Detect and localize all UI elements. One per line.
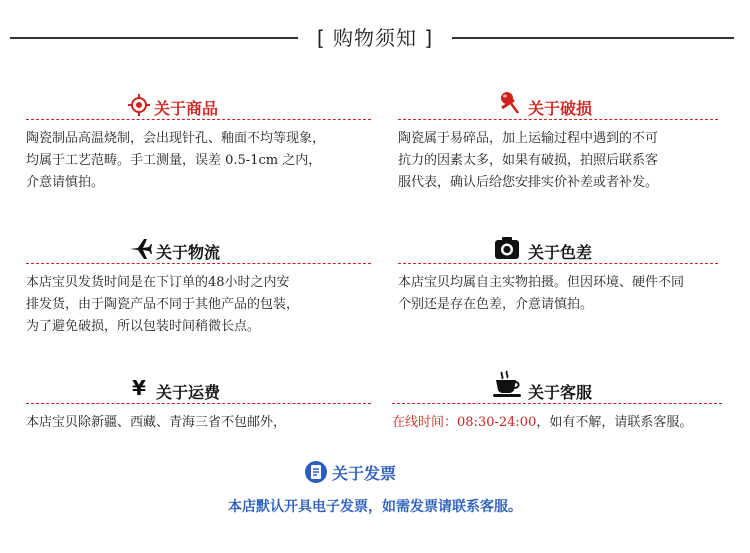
section-logistics-divider (26, 263, 371, 264)
service-contact-note: ，如有不解，请联系客服。 (536, 415, 693, 430)
section-damage-line: 陶瓷属于易碎品，加上运输过程中遇到的不可 (398, 131, 659, 146)
section-damage-divider (398, 119, 718, 120)
section-shipping-body (26, 412, 371, 434)
section-product-header (26, 92, 371, 122)
section-invoice-heading: 关于发票 (332, 464, 397, 483)
section-service-body (392, 412, 722, 434)
section-product-line: 均属于工艺范畴。手工测量，误差 0.5-1cm 之内， (26, 153, 322, 168)
online-time-hours: 08:30-24:00 (457, 415, 537, 430)
target-icon (128, 94, 150, 116)
section-product-divider (26, 119, 371, 120)
title-divider-right (452, 37, 734, 39)
section-color-line: 个别还是存在色差，介意请慎拍。 (398, 297, 594, 312)
yen-icon: ¥ (132, 376, 146, 400)
section-damage-heading: 关于破损 (528, 99, 593, 118)
page-title: [ 购物须知 ] (316, 26, 434, 50)
section-product-line: 介意请慎拍。 (26, 175, 105, 190)
section-logistics-line: 为了避免破损，所以包装时间稍微长点。 (26, 319, 261, 334)
section-product-heading: 关于商品 (154, 99, 219, 118)
section-color-line: 本店宝贝均属自主实物拍摄。但因环境、硬件不同 (398, 275, 685, 290)
section-damage-body (398, 128, 718, 194)
title-divider-left (10, 37, 298, 39)
pushpin-icon (498, 90, 522, 116)
section-service-header (392, 376, 722, 406)
section-color-heading: 关于色差 (528, 243, 593, 262)
section-shipping-divider (26, 403, 371, 404)
section-shipping-heading: 关于运费 (156, 383, 221, 402)
section-logistics (26, 236, 371, 346)
section-service-line (392, 412, 722, 434)
section-color-divider (398, 263, 718, 264)
section-color-body (398, 272, 718, 316)
section-logistics-header (26, 236, 371, 266)
section-product-line: 陶瓷制品高温烧制，会出现针孔、釉面不均等现象， (26, 131, 326, 146)
section-logistics-line: 本店宝贝发货时间是在下订单的48小时之内安 (26, 275, 290, 290)
section-invoice-header (300, 460, 460, 484)
section-service-divider (392, 403, 722, 404)
online-time-label: 在线时间： (392, 415, 458, 430)
section-service-heading: 关于客服 (528, 383, 593, 402)
section-shipping-line: 本店宝贝除新疆、西藏、青海三省不包邮外， (26, 415, 287, 430)
section-damage-line: 抗力的因素太多，如果有破损，拍照后联系客 (398, 153, 659, 168)
section-logistics-line: 排发货，由于陶瓷产品不同于其他产品的包装， (26, 297, 300, 312)
section-shipping (26, 376, 371, 446)
title-bar (0, 18, 750, 54)
airplane-icon (128, 236, 152, 260)
camera-icon (494, 236, 520, 260)
section-logistics-body (26, 272, 371, 338)
section-shipping-header (26, 376, 371, 406)
coffee-cup-icon (492, 370, 522, 398)
section-product (26, 92, 371, 202)
section-product-body (26, 128, 371, 194)
section-damage-header (398, 92, 718, 122)
section-damage-line: 服代表，确认后给您安排实价补差或者补发。 (398, 175, 659, 190)
section-service (392, 372, 722, 446)
invoice-icon (304, 460, 328, 484)
section-damage (398, 92, 718, 202)
section-invoice-text: 本店默认开具电子发票，如需发票请联系客服。 (228, 499, 522, 515)
section-logistics-heading: 关于物流 (156, 243, 221, 262)
section-color (398, 236, 718, 346)
section-color-header (398, 236, 718, 266)
